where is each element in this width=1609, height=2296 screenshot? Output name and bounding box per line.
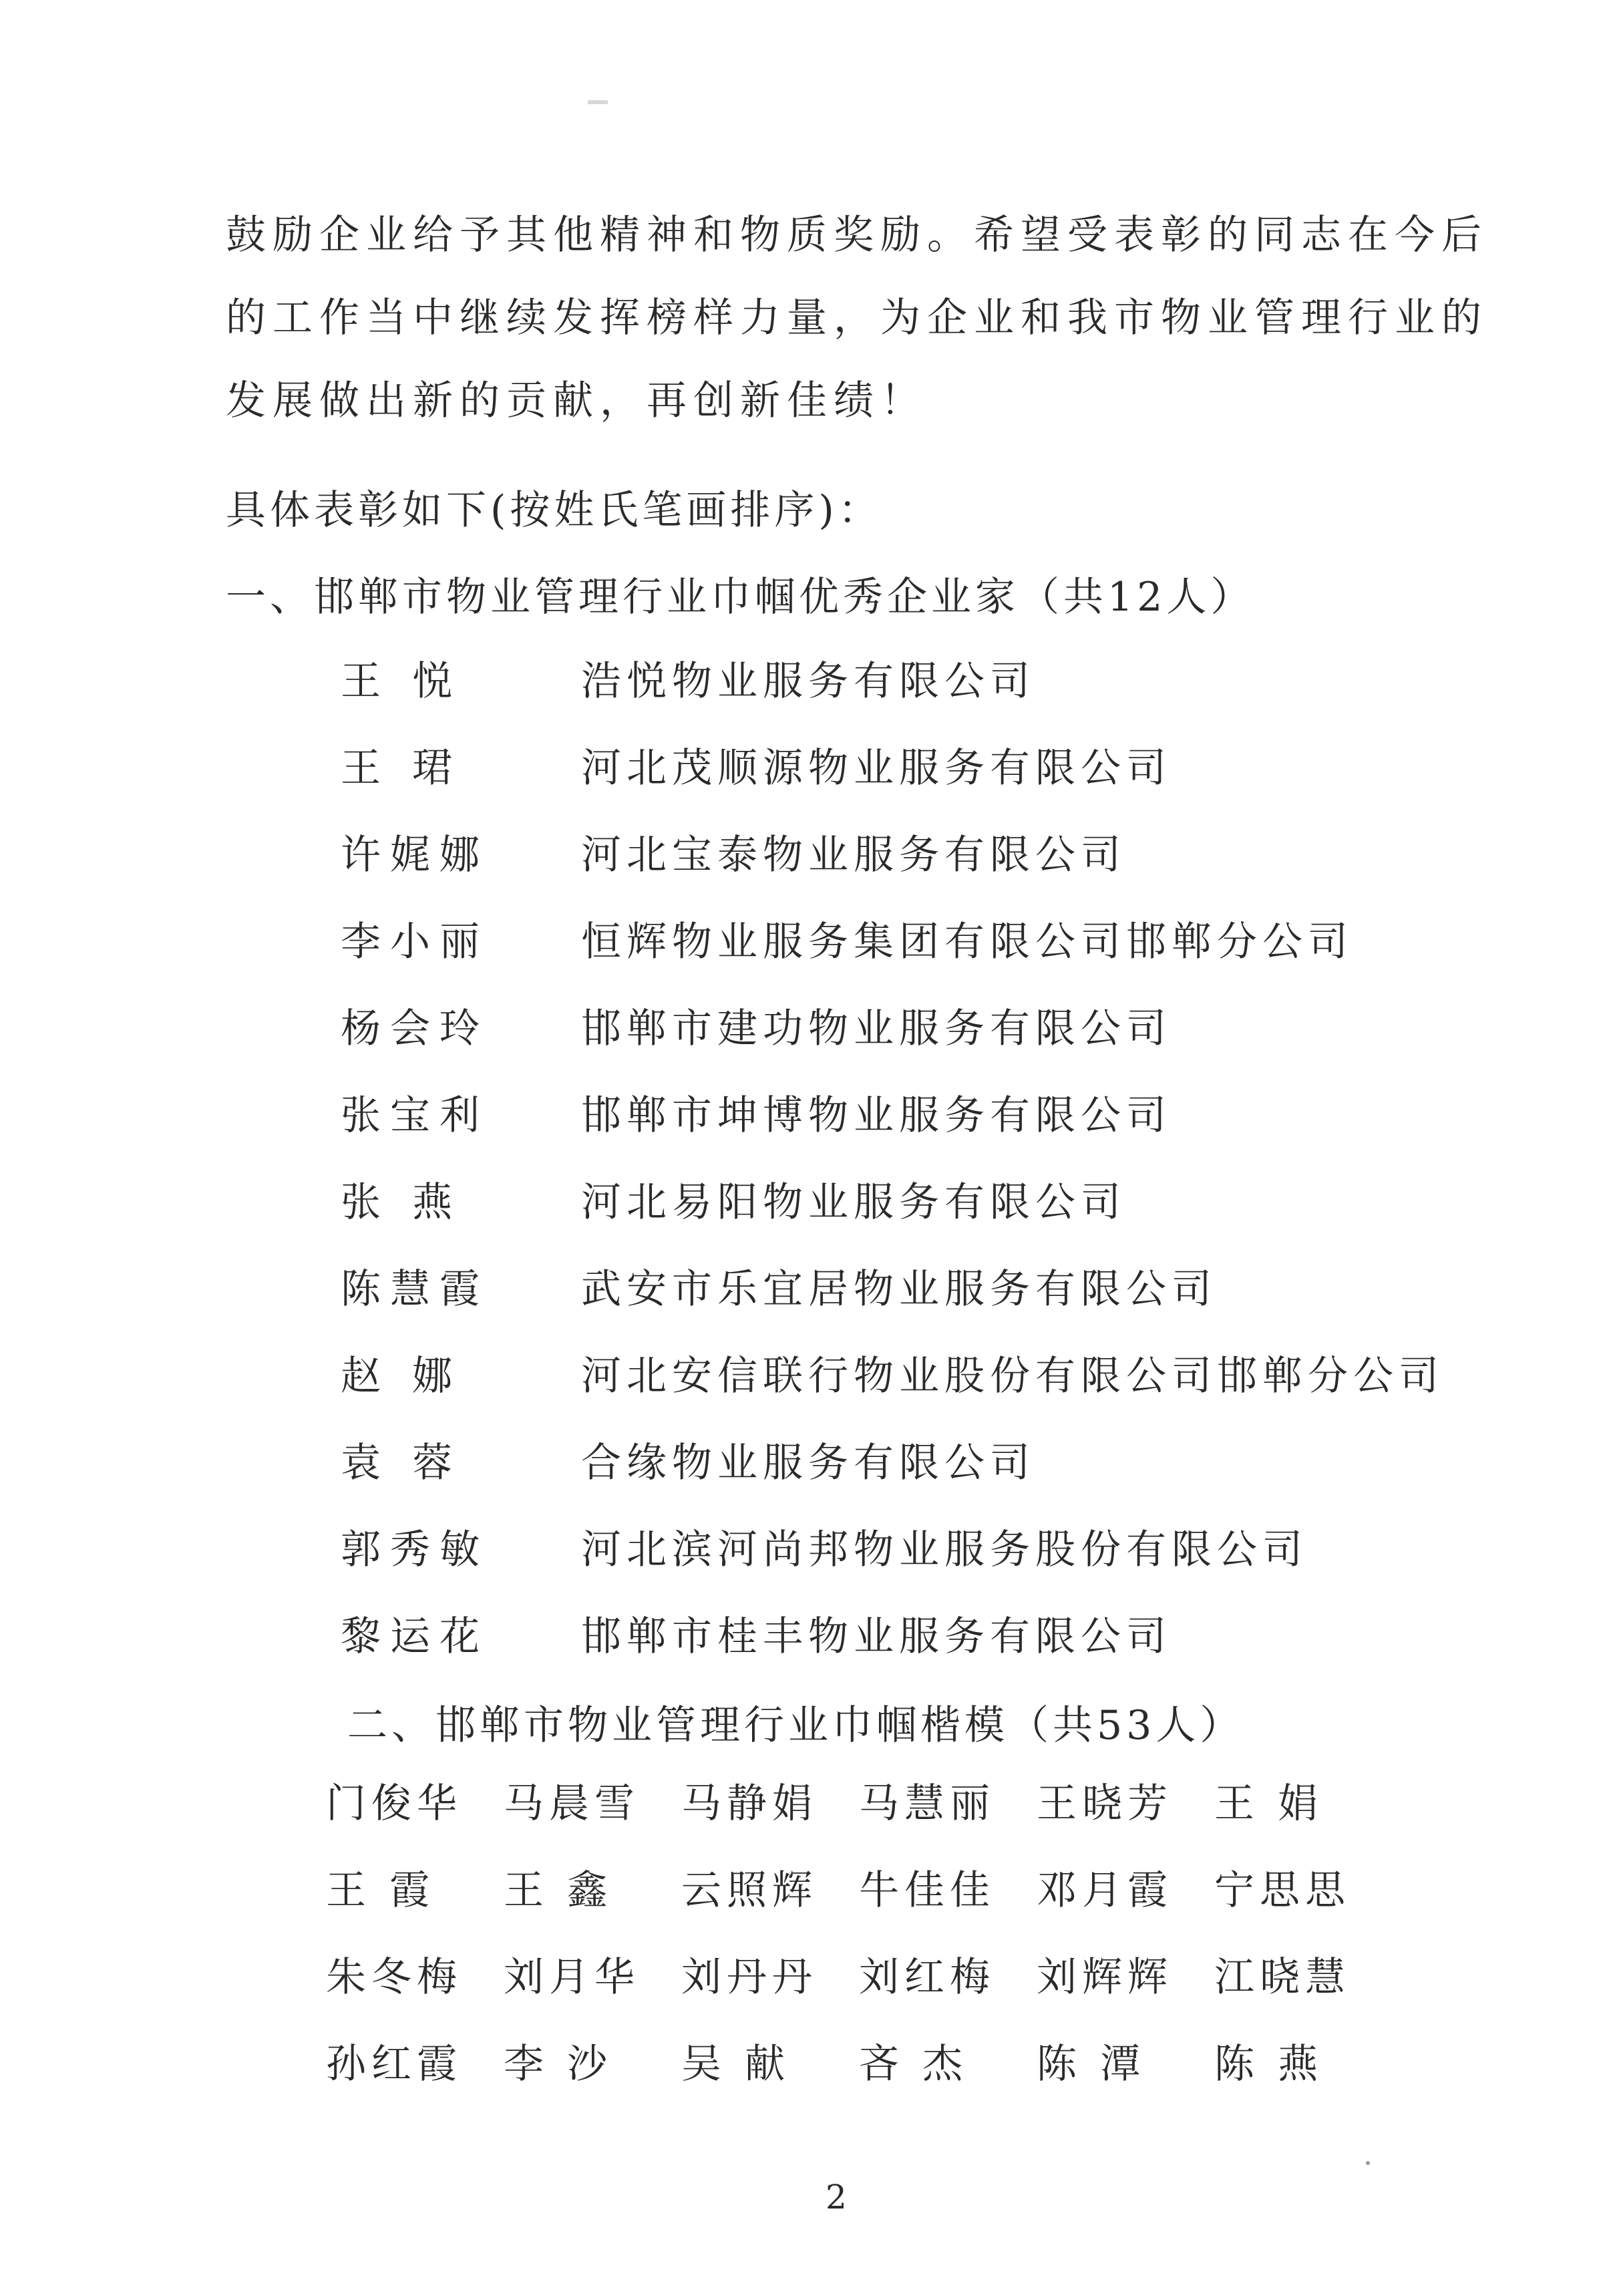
person-name: 朱冬梅: [326, 1954, 462, 2001]
person-name: 许娓娜: [341, 832, 489, 878]
company-name: 河北滨河尚邦物业服务股份有限公司: [581, 1526, 1308, 1573]
person-name: 宁思思: [1214, 1867, 1351, 1914]
company-name: 邯郸市坤博物业服务有限公司: [581, 1092, 1172, 1139]
person-name: 王 悦: [341, 658, 462, 705]
person-name: 刘丹丹: [681, 1954, 818, 2001]
person-name: 李小丽: [341, 919, 489, 965]
section2-heading: 二、邯郸市物业管理行业巾帼楷模（共53人）: [347, 1702, 1244, 1749]
company-name: 河北宝泰物业服务有限公司: [581, 832, 1126, 878]
person-name: 孙红霞: [326, 2041, 462, 2088]
company-name: 河北茂顺源物业服务有限公司: [581, 745, 1172, 792]
page-number: 2: [826, 2178, 847, 2217]
person-name: 马晨雪: [504, 1780, 640, 1827]
paragraph-line: 的工作当中继续发挥榜样力量，为企业和我市物业管理行业的: [226, 295, 1488, 341]
company-name: 河北安信联行物业股份有限公司邯郸分公司: [581, 1353, 1444, 1400]
section1-heading: 一、邯郸市物业管理行业巾帼优秀企业家（共12人）: [226, 574, 1255, 621]
person-name: 陈慧霞: [341, 1266, 489, 1313]
person-name: 刘辉辉: [1037, 1954, 1173, 2001]
company-name: 河北易阳物业服务有限公司: [581, 1179, 1126, 1226]
person-name: 张 燕: [341, 1179, 462, 1226]
person-name: 陈 燕: [1214, 2041, 1324, 2088]
person-name: 刘月华: [504, 1954, 640, 2001]
name-row: [326, 2032, 1392, 2119]
company-name: 邯郸市桂丰物业服务有限公司: [581, 1613, 1172, 1660]
person-name: 王晓芳: [1037, 1780, 1173, 1827]
person-name: 云照辉: [681, 1867, 818, 1914]
company-name: 合缘物业服务有限公司: [581, 1440, 1035, 1486]
person-name: 王 霞: [326, 1867, 435, 1914]
company-name: 恒辉物业服务集团有限公司邯郸分公司: [581, 919, 1353, 965]
company-name: 浩悦物业服务有限公司: [581, 658, 1035, 705]
person-name: 江晓慧: [1214, 1954, 1351, 2001]
person-name: 黎运花: [341, 1613, 489, 1660]
intro-line: 具体表彰如下(按姓氏笔画排序)：: [226, 487, 882, 534]
person-name: 王 娟: [1214, 1780, 1324, 1827]
person-name: 马静娟: [681, 1780, 818, 1827]
person-name: 王 珺: [341, 745, 462, 792]
company-name: 武安市乐宜居物业服务有限公司: [581, 1266, 1217, 1313]
person-name: 吝 杰: [859, 2041, 968, 2088]
scan-smudge: [588, 100, 608, 104]
person-name: 陈 潭: [1037, 2041, 1146, 2088]
opening-paragraph: [226, 194, 1488, 442]
paragraph-line: 鼓励企业给予其他精神和物质奖励。希望受表彰的同志在今后: [226, 212, 1488, 259]
person-name: 王 鑫: [504, 1867, 613, 1914]
person-name: 李 沙: [504, 2041, 613, 2088]
scan-speck: [1366, 2161, 1370, 2165]
model-names-grid: [326, 1772, 1392, 2119]
name-row: [326, 1772, 1392, 1858]
paragraph-line: 发展做出新的贡献，再创新佳绩！: [226, 377, 927, 424]
person-name: 赵 娜: [341, 1353, 462, 1400]
person-name: 牛佳佳: [859, 1867, 995, 1914]
name-row: [326, 1945, 1392, 2032]
person-name: 门俊华: [326, 1780, 462, 1827]
person-name: 刘红梅: [859, 1954, 995, 2001]
name-row: [326, 1858, 1392, 1945]
person-name: 张宝利: [341, 1092, 489, 1139]
person-name: 邓月霞: [1037, 1867, 1173, 1914]
company-name: 邯郸市建功物业服务有限公司: [581, 1005, 1172, 1052]
person-name: 袁 蓉: [341, 1440, 462, 1486]
person-name: 马慧丽: [859, 1780, 995, 1827]
person-name: 郭秀敏: [341, 1526, 489, 1573]
person-name: 吴 献: [681, 2041, 791, 2088]
person-name: 杨会玲: [341, 1005, 489, 1052]
